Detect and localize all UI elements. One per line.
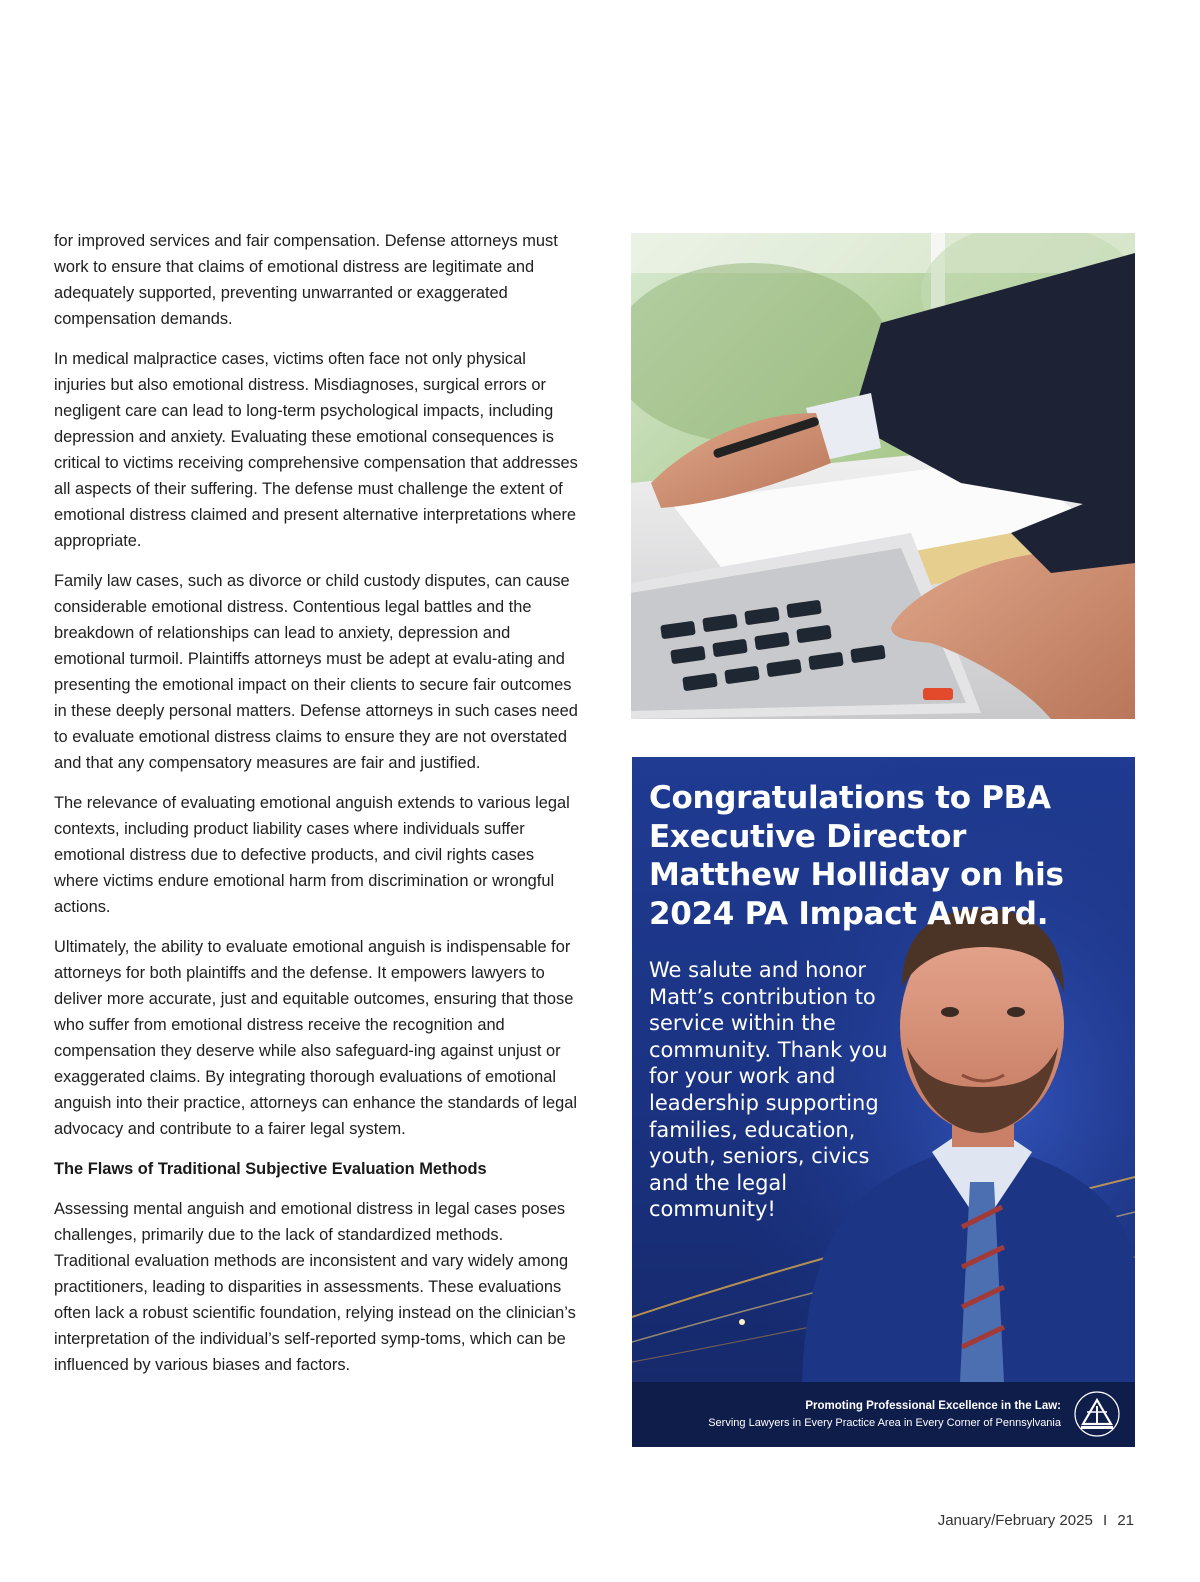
ad-footer-tagline: Promoting Professional Excellence in the Law: bbox=[805, 1400, 1061, 1412]
ad-headline: Congratulations to PBA Executive Director Matthew Holliday on his 2024 PA Impact Award. bbox=[649, 780, 1064, 932]
article-paragraph: Assessing mental anguish and emotional distress in legal cases poses challenges, primarily due to the lack of standardized methods. Traditional evaluation methods are inconsistent and vary widely among practitioners, leading to disparities in assessments. These evaluations often lack a robust scientific foundation, relying instead on the clinician’s interpretation of the individual’s self-reported symp-toms, which can be influenced by various biases and factors. bbox=[54, 1200, 576, 1374]
calculator-photo bbox=[631, 233, 1135, 719]
ad-footer-bar bbox=[632, 1382, 1135, 1447]
award-advertisement bbox=[632, 757, 1135, 1447]
section-subheading: The Flaws of Traditional Subjective Evaluation Methods bbox=[54, 1160, 487, 1178]
article-paragraph: Ultimately, the ability to evaluate emotional anguish is indispensable for attorneys for both plaintiffs and the defense. It empowers lawyers to deliver more accurate, just and equitable outcomes, ensuring that those who suffer from emotional distress receive the recognition and compensation they deserve while also safeguard-ing against unjust or exaggerated claims. By integrating thorough evaluations of emotional anguish into their practice, attorneys can enhance the standards of legal advocacy and contribute to a fairer legal system. bbox=[54, 938, 578, 1138]
page-number: 21 bbox=[1117, 1512, 1134, 1529]
pba-logo-icon bbox=[1067, 1388, 1127, 1442]
ad-footer-subtagline: Serving Lawyers in Every Practice Area in Every Corner of Pennsylvania bbox=[708, 1417, 1061, 1429]
ad-body-text: We salute and honor Matt’s contribution to service within the community. Thank you for your work and leadership supporting families, education, youth, seniors, civics and the legal community! bbox=[649, 958, 888, 1222]
article-body bbox=[54, 228, 578, 1392]
article-paragraph: In medical malpractice cases, victims often face not only physical injuries but also emotional distress. Misdiagnoses, surgical errors or negligent care can lead to long-term psychological impacts, including depression and anxiety. Evaluating these emotional consequences is critical to victims receiving comprehensive compensation that addresses all aspects of their suffering. The defense must challenge the extent of emotional distress claimed and present alternative interpretations where appropriate. bbox=[54, 350, 578, 550]
article-paragraph: for improved services and fair compensation. Defense attorneys must work to ensure that claims of emotional distress are legitimate and adequately supported, preventing unwarranted or exaggerated compensation demands. bbox=[54, 232, 558, 328]
page-footer bbox=[938, 1512, 1134, 1529]
article-paragraph: The relevance of evaluating emotional anguish extends to various legal contexts, including product liability cases where individuals suffer emotional distress due to defective products, and civil rights cases where victims endure emotional harm from discrimination or wrongful actions. bbox=[54, 794, 570, 916]
article-paragraph: Family law cases, such as divorce or child custody disputes, can cause considerable emotional distress. Contentious legal battles and the breakdown of relationships can lead to anxiety, depression and emotional turmoil. Plaintiffs attorneys must be adept at evalu-ating and presenting the emotional impact on their clients to secure fair outcomes in these deeply personal matters. Defense attorneys in such cases need to evaluate emotional distress claims to ensure they are not overstated and that any compensatory measures are fair and justified. bbox=[54, 572, 578, 772]
issue-date: January/February 2025 bbox=[937, 1512, 1093, 1529]
footer-separator: I bbox=[1102, 1512, 1108, 1529]
